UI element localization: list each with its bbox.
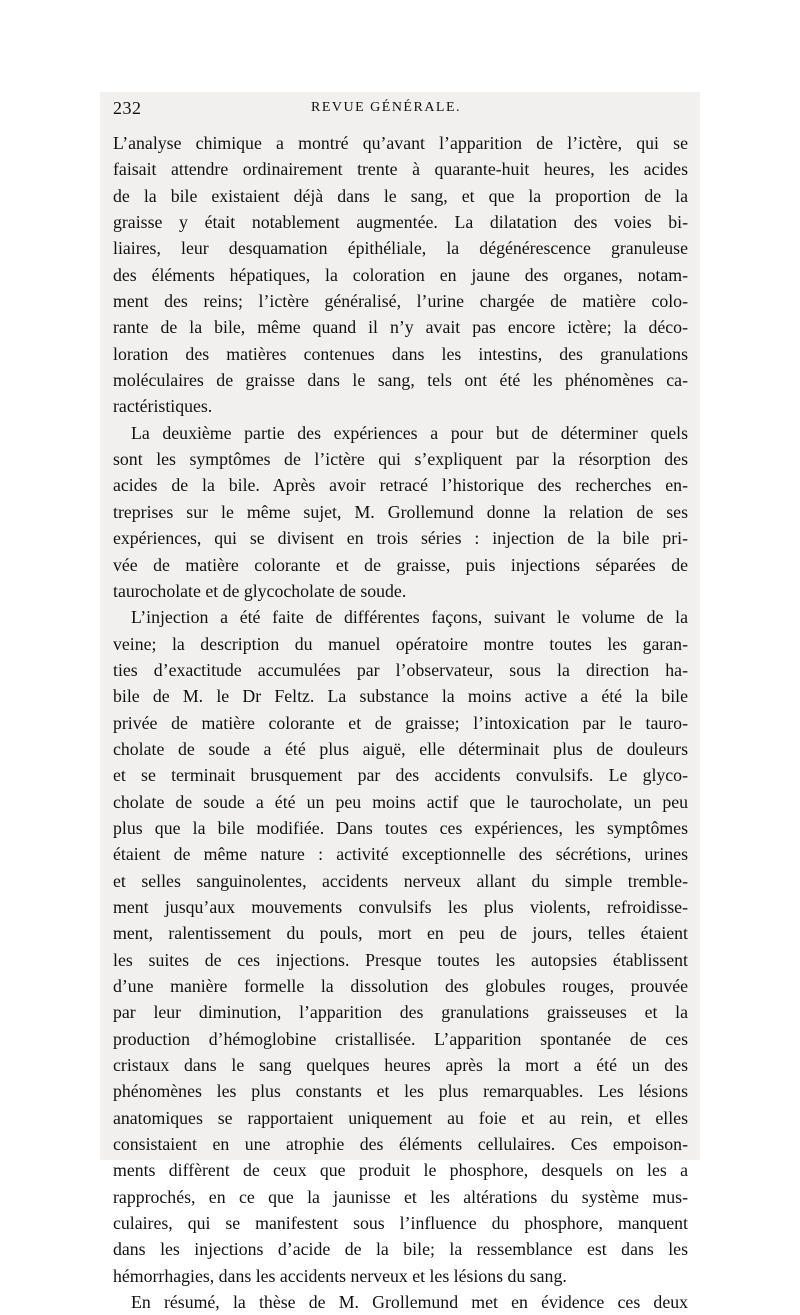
text-line: et se terminait brusquement par des accidents convulsifs. Le glyco- xyxy=(113,765,688,786)
text-line: consistaient en une atrophie des éléments cellulaires. Ces empoison- xyxy=(113,1134,688,1155)
text-line: phénomènes les plus constants et les plus remarquables. Les lésions xyxy=(113,1081,688,1102)
text-line: ties d’exactitude accumulées par l’observateur, sous la direction ha- xyxy=(113,659,688,680)
text-line: ment des reins; l’ictère généralisé, l’urine chargée de matière colo- xyxy=(113,291,688,312)
text-line: En résumé, la thèse de M. Grollemund met en évidence ces deux xyxy=(131,1292,688,1313)
text-line: et selles sanguinolentes, accidents nerveux allant du simple tremble- xyxy=(113,870,688,891)
text-line: dans les injections d’acide de la bile; la ressemblance est dans les xyxy=(113,1239,688,1260)
text-line: rante de la bile, même quand il n’y avait pas encore ictère; la déco- xyxy=(113,317,688,338)
text-line: de la bile existaient déjà dans le sang, et que la proportion de la xyxy=(113,185,688,206)
text-line: culaires, qui se manifestent sous l’influence du phosphore, manquent xyxy=(113,1213,688,1234)
text-line: bile de M. le Dr Feltz. La substance la moins active a été la bile xyxy=(113,686,688,707)
text-line: expériences, qui se divisent en trois séries : injection de la bile pri- xyxy=(113,528,688,549)
text-line: ment jusqu’aux mouvements convulsifs les plus violents, refroidisse- xyxy=(113,896,688,917)
text-line: ractéristiques. xyxy=(113,396,213,417)
text-line: anatomiques se rapportaient uniquement au foie et au rein, et elles xyxy=(113,1107,688,1128)
text-line: ment, ralentissement du pouls, mort en peu de jours, telles étaient xyxy=(113,923,688,944)
running-title: REVUE GÉNÉRALE. xyxy=(311,100,462,115)
text-line: moléculaires de graisse dans le sang, tels ont été les phénomènes ca- xyxy=(113,370,688,391)
page-number: 232 xyxy=(113,98,142,118)
page-header xyxy=(113,98,688,128)
text-line: d’une manière formelle la dissolution des globules rouges, prouvée xyxy=(113,976,688,996)
text-line: treprises sur le même sujet, M. Grollemund donne la relation de ses xyxy=(113,501,688,522)
text-line: acides de la bile. Après avoir retracé l’historique des recherches en- xyxy=(113,475,688,496)
text-line: cholate de soude a été un peu moins actif que le taurocholate, un peu xyxy=(113,791,688,812)
text-line: cholate de soude a été plus aiguë, elle déterminait plus de douleurs xyxy=(113,738,688,759)
text-line: liaires, leur desquamation épithéliale, la dégénérescence granuleuse xyxy=(113,238,688,259)
text-line: par leur diminution, l’apparition des granulations graisseuses et la xyxy=(113,1002,688,1023)
body-text xyxy=(113,130,688,1315)
text-line: sont les symptômes de l’ictère qui s’expliquent par la résorption des xyxy=(113,449,688,470)
document-page xyxy=(113,98,688,1315)
text-line: des éléments hépatiques, la coloration en jaune des organes, notam- xyxy=(113,264,688,285)
text-line: faisait attendre ordinairement trente à quarante-huit heures, les acides xyxy=(113,159,688,180)
text-line: vée de matière colorante et de graisse, puis injections séparées de xyxy=(113,554,688,575)
text-line: graisse y était notablement augmentée. La dilatation des voies bi- xyxy=(113,212,688,233)
text-line: taurocholate et de glycocholate de soude. xyxy=(113,580,407,601)
text-line: étaient de même nature : activité exceptionnelle des sécrétions, urines xyxy=(113,844,688,865)
text-line: veine; la description du manuel opératoire montre toutes les garan- xyxy=(113,633,688,654)
text-line: rapprochés, en ce que la jaunisse et les altérations du système mus- xyxy=(113,1186,688,1207)
text-line: privée de matière colorante et de graisse; l’intoxication par le tauro- xyxy=(113,712,688,733)
text-line: les suites de ces injections. Presque toutes les autopsies établissent xyxy=(113,949,688,970)
text-line: La deuxième partie des expériences a pour but de déterminer quels xyxy=(131,422,688,443)
text-line: hémorrhagies, dans les accidents nerveux et les lésions du sang. xyxy=(113,1265,567,1286)
text-line: L’analyse chimique a montré qu’avant l’apparition de l’ictère, qui se xyxy=(113,133,688,153)
text-line: loration des matières contenues dans les intestins, des granulations xyxy=(113,343,688,364)
text-line: plus que la bile modifiée. Dans toutes ces expériences, les symptômes xyxy=(113,817,688,838)
text-line: ments diffèrent de ceux que produit le phosphore, desquels on les a xyxy=(113,1160,688,1181)
text-line: L’injection a été faite de différentes façons, suivant le volume de la xyxy=(131,607,688,628)
text-line: cristaux dans le sang quelques heures après la mort a été un des xyxy=(113,1055,688,1076)
text-line: production d’hémoglobine cristallisée. L’apparition spontanée de ces xyxy=(113,1028,688,1049)
